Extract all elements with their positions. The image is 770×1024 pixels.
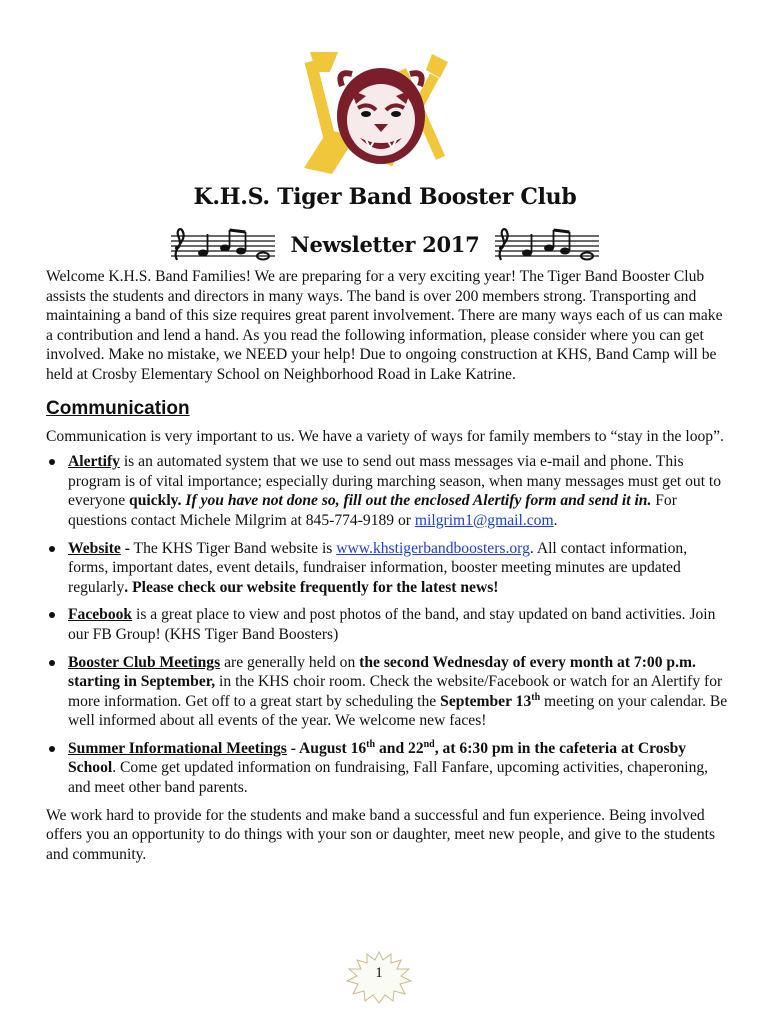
communication-lead: Communication is very important to us. We have a variety of ways for family members to “stay in the loop”. xyxy=(46,427,724,445)
bullet-icon xyxy=(49,612,55,618)
alertify-text-1: is an automated system that we use to send out mass messages via e-mail and phone. This program is of vital importance; especially during marching season, when many messages must get out to everyone xyxy=(68,453,722,510)
list-item-summer-meetings xyxy=(46,739,730,798)
subtitle-row xyxy=(0,224,770,264)
booster-label: Booster Club Meetings xyxy=(68,653,221,671)
facebook-label: Facebook xyxy=(68,606,133,624)
communication-list xyxy=(46,452,730,798)
website-link[interactable]: www.khstigerbandboosters.org xyxy=(336,539,530,557)
music-staff-icon xyxy=(493,226,601,262)
website-text-1: The KHS Tiger Band website is xyxy=(129,539,337,557)
bullet-icon xyxy=(49,546,55,552)
communication-heading: Communication xyxy=(46,397,190,419)
summer-date-2: and 22 xyxy=(375,739,424,757)
intro-paragraph: Welcome K.H.S. Band Families! We are preparing for a very exciting year! The Tiger Band Booster Club assists the students and directors in many ways. The band is over 200 members strong. Transporting and maintaining a band of this size requires great parent involvement. There are many ways each of us can make a contribution and lend a hand. As you read the following information, please consider where you can get involved. Make no mistake, we NEED your help! Due to ongoing construction at KHS, Band Camp will be held at Crosby Elementary School on Neighborhood Road in Lake Katrine. xyxy=(46,268,723,383)
alertify-label: Alertify xyxy=(68,453,120,471)
summer-suffix-2: nd xyxy=(423,738,435,750)
facebook-text: is a great place to view and post photos of the band, and stay updated on band activities. Join our FB Group! (KHS Tiger Band Boosters) xyxy=(68,606,716,643)
tiger-logo xyxy=(296,50,466,182)
booster-text-3: meeting on your calendar. Be well informed about all events of the year. We welcome new faces! xyxy=(68,692,728,730)
booster-schedule: the second Wednesday of every month at 7:00 p.m. starting in September, xyxy=(68,653,696,691)
list-item-booster-meetings xyxy=(46,653,730,731)
alertify-text-2: For questions contact Michele Milgrim at 845-774-9189 or xyxy=(68,492,677,529)
closing-paragraph: We work hard to provide for the students and make band a successful and fun experience. Being involved offers you an opportunity to do things with your son or daughter, meet new people, and give to the students and community. xyxy=(46,806,716,863)
summer-location: , at 6:30 pm in the cafeteria at Crosby School xyxy=(68,739,687,777)
music-staff-icon xyxy=(169,226,277,262)
alertify-quickly: quickly. xyxy=(129,492,182,510)
list-item-facebook xyxy=(46,605,730,644)
summer-suffix-1: th xyxy=(366,738,376,750)
alertify-text-3: . xyxy=(553,511,558,529)
website-dash: - xyxy=(120,539,130,557)
newsletter-subtitle: Newsletter 2017 xyxy=(290,231,480,257)
email-link[interactable]: milgrim1@gmail.com xyxy=(414,511,554,529)
summer-date-1: - August 16 xyxy=(286,739,367,757)
summer-text: . Come get updated information on fundraising, Fall Fanfare, upcoming activities, chaperoning, and meet other band parents. xyxy=(68,759,709,797)
list-item-alertify xyxy=(46,452,730,530)
booster-date: September 13 xyxy=(440,692,532,710)
bullet-icon xyxy=(49,660,55,666)
newsletter-title: K.H.S. Tiger Band Booster Club xyxy=(193,184,577,210)
summer-label: Summer Informational Meetings xyxy=(68,739,287,757)
bullet-icon xyxy=(49,459,55,465)
booster-text-1: are generally held on xyxy=(220,653,360,671)
list-item-website xyxy=(46,539,730,598)
alertify-instruction: If you have not done so, fill out the enclosed Alertify form and send it in. xyxy=(185,492,652,510)
bullet-icon xyxy=(49,746,55,752)
booster-date-suffix: th xyxy=(531,691,541,703)
booster-text-2: in the KHS choir room. Check the website/Facebook or watch for an Alertify for more information. Get off to a great start by scheduling the xyxy=(68,673,723,710)
website-callout: . Please check our website frequently for the latest news! xyxy=(124,578,499,596)
website-label: Website xyxy=(68,539,121,557)
page-number: 1 xyxy=(375,965,383,981)
website-text-2: . All contact information, forms, important dates, event details, fundraiser information, booster meeting minutes are updated regularly xyxy=(68,539,688,596)
newsletter-body xyxy=(46,267,730,864)
